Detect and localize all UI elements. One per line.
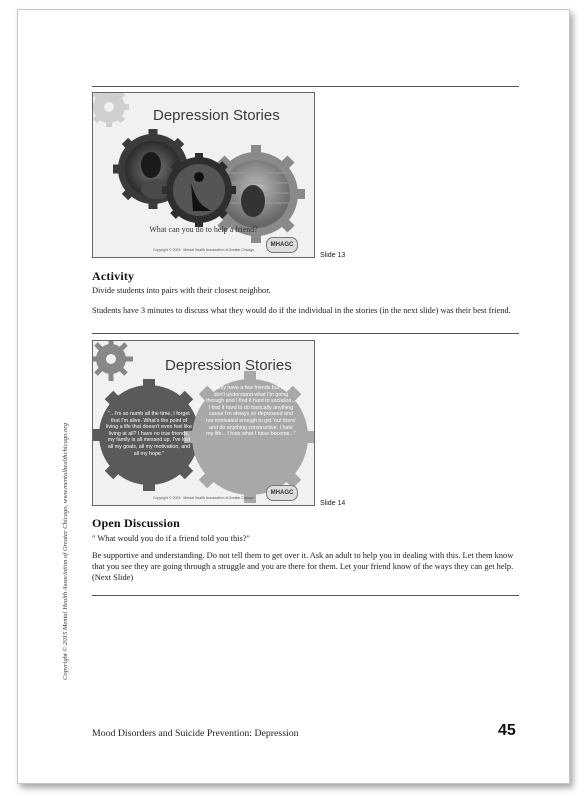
activity-heading: Activity [92, 269, 135, 283]
mhagc-logo: MHAGC [266, 237, 298, 253]
slide-13-label: Slide 13 [320, 252, 346, 259]
bottom-rule [92, 595, 519, 596]
slide-14-image [92, 340, 315, 506]
slide-14-label: Slide 14 [320, 500, 346, 507]
slide-13-image [92, 92, 315, 258]
middle-rule [92, 333, 519, 334]
slide-14-quote-right: "I only have a few friends but they don't understand what I'm going through and I find it hard to socialize... I find it hard to do basically anything cause I'm always so depressed and not motivated enough to get 'out there' and do anything constructive. I hate my life... I hate what I have become..." [205, 385, 297, 438]
mhagc-logo: MHAGC [266, 485, 298, 501]
top-rule [92, 86, 519, 87]
page-number: 45 [498, 722, 516, 739]
activity-paragraph-1: Divide students into pairs with their closest neighbor. [92, 286, 271, 295]
discussion-body: Be supportive and understanding. Do not tell them to get over it. Ask an adult to help you in dealing with this. Let them know that you see they are going through a struggle and you are there for them. Let your friend know of the ways they can get help. (Next Slide) [92, 551, 514, 582]
footer-title: Mood Disorders and Suicide Prevention: Depression [92, 728, 299, 739]
slide-14-title: Depression Stories [165, 357, 292, 374]
discussion-heading: Open Discussion [92, 516, 181, 530]
slide-13-title: Depression Stories [153, 107, 280, 124]
slide-14-copyright: Copyright © 2004 · Mental Health Association of Greater Chicago [153, 496, 255, 500]
activity-paragraph-2: Students have 3 minutes to discuss what they would do if the individual in the stories (in the next slide) was their best friend. [92, 306, 511, 315]
side-copyright: Copyright © 2015 Mental Health Association of Greater Chicago, www.mentalhealthchicago.org [62, 422, 69, 680]
slide-14-quote-left: "...I'm so numb all the time, I forget that I'm alive. What's the point of living a life that doesn't even feel like living at all? I have no true friends, my family is all messed up, I've lost all my goals, all my motivation, and all my hope." [106, 411, 192, 457]
discussion-question: " What would you do if a friend told you this?" [92, 534, 250, 543]
slide-13-copyright: Copyright © 2004 · Mental Health Association of Greater Chicago [153, 248, 255, 252]
slide-13-question: What can you do to help a friend? [149, 225, 258, 234]
